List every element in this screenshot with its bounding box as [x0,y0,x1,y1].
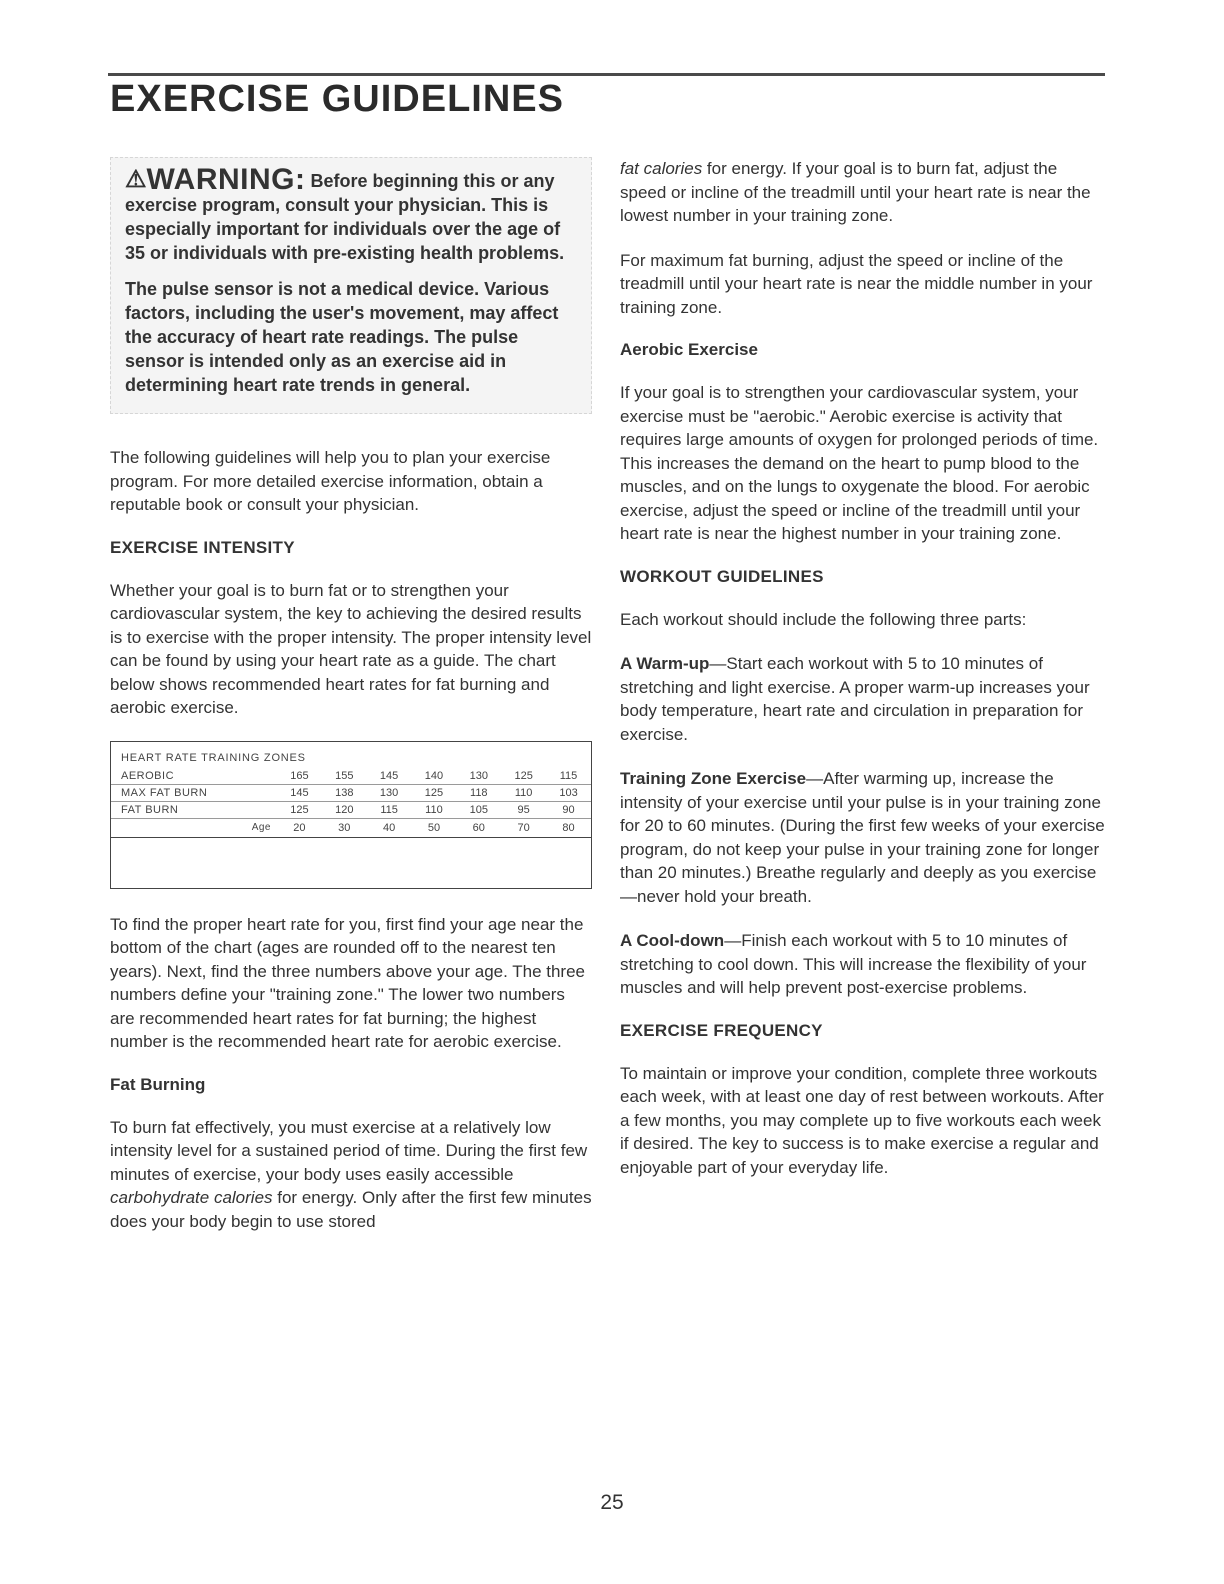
zone-row [111,784,591,801]
page-number: 25 [600,1491,624,1514]
workout-heading: WORKOUT GUIDELINES [620,566,824,586]
zone-value: 103 [546,784,591,801]
zone-value: 145 [367,768,412,785]
cooldown-text: —Finish each workout with 5 to 10 minutes of stretching to cool down. This will increase the flexibility of your muscles and will help prevent post-exercise problems. [620,931,1087,997]
warmup-paragraph [620,652,1108,746]
zone-value: 130 [367,784,412,801]
left-column [110,157,592,1254]
warning-triangle-icon: ⚠ [125,166,147,193]
fat-burning-text-c: for energy. If your goal is to burn fat, adjust the speed or incline of the treadmill until your heart rate is near the lowest number in your training zone. [620,159,1091,225]
age-value: 30 [322,818,367,837]
age-value: 50 [412,818,457,837]
training-zone-text: —After warming up, increase the intensity of your exercise until your pulse is in your training zone for 20 to 60 minutes. (During the first few weeks of your exercise program, do not keep your pulse in your training zone for longer than 20 minutes.) Breathe regularly and deeply as you exercise—never hold your breath. [620,769,1105,906]
warning-text-2: The pulse sensor is not a medical device. Various factors, including the user's movement, may affect the accuracy of heart rate readings. The pulse sensor is intended only as an exercise aid in determining heart rate trends in general. [125,279,559,395]
warning-heading: WARNING: [146,163,306,196]
intensity-paragraph-1: Whether your goal is to burn fat or to strengthen your cardiovascular system, the key to achieving the desired results is to exercise with the proper intensity. The proper intensity level can be found by using your heart rate as a guide. The chart below shows recommended heart rates for fat burning and aerobic exercise. [110,580,592,717]
frequency-paragraph: To maintain or improve your condition, complete three workouts each week, with at least one day of rest between workouts. After a few months, you may complete up to five workouts each week if desired. The key to success is to make exercise a regular and enjoyable part of your everyday life. [620,1063,1104,1177]
age-value: 60 [456,818,501,837]
zone-value: 140 [412,768,457,785]
fat-burning-paragraph-1 [110,1116,592,1234]
warmup-lead: A Warm-up [620,654,710,673]
zone-row [111,801,591,818]
age-value: 80 [546,818,591,837]
top-rule [108,73,1105,76]
zone-label: AEROBIC [111,768,277,785]
zone-value: 125 [412,784,457,801]
aerobic-paragraph: If your goal is to strengthen your cardiovascular system, your exercise must be "aerobic." Aerobic exercise is activity that requires large amounts of oxygen for prolonged periods of time. This increases the demand on the heart to pump blood to the muscles, and on the lungs to oxygenate the blood. For aerobic exercise, adjust the speed or incline of the treadmill until your heart rate is near the highest number in your training zone. [620,383,1099,543]
heart-rate-chart [110,741,592,889]
fat-burning-heading: Fat Burning [110,1074,206,1094]
zone-value: 125 [277,801,322,818]
fat-calories-term: fat calories [620,159,703,178]
zone-value: 120 [322,801,367,818]
fat-burning-text-a: To burn fat effectively, you must exercise at a relatively low intensity level for a sustained period of time. During the first few minutes of exercise, your body uses easily accessible [110,1117,588,1184]
age-value: 70 [501,818,546,837]
zone-value: 145 [277,784,322,801]
age-row [111,818,591,837]
age-value: 20 [277,818,322,837]
chart-title: HEART RATE TRAINING ZONES [121,751,306,764]
warmup-text: —Start each workout with 5 to 10 minutes of stretching and light exercise. A proper warm-up increases your body temperature, heart rate and circulation in preparation for exercise. [620,654,1090,744]
zone-label: FAT BURN [111,801,277,818]
fat-burning-continued [620,157,1108,228]
age-value: 40 [367,818,412,837]
warning-text-1: or any exercise program, consult your physician. This is especially important for individuals over the age of 35 or individuals with pre-existing health problems. [125,171,565,263]
age-label: Age [111,818,277,837]
zone-row [111,768,591,785]
cooldown-lead: A Cool-down [620,931,725,950]
zone-value: 115 [367,801,412,818]
aerobic-heading: Aerobic Exercise [620,340,758,359]
intensity-heading: EXERCISE INTENSITY [110,537,295,557]
zone-value: 95 [501,801,546,818]
zone-label: MAX FAT BURN [111,784,277,801]
workout-intro: Each workout should include the following three parts: [620,609,1027,629]
zone-value: 125 [501,768,546,785]
warning-paragraph-1 [125,163,573,265]
intensity-paragraph-2: To find the proper heart rate for you, first find your age near the bottom of the chart (ages are rounded off to the nearest ten years). Next, find the three numbers above your age. The three numbers define your "training zone." The lower two numbers are recommended heart rates for fat burning; the highest number is the recommended heart rate for aerobic exercise. [110,914,586,1051]
zone-value: 138 [322,784,367,801]
zone-value: 118 [456,784,501,801]
heart-rate-table [111,768,591,838]
zone-value: 130 [456,768,501,785]
zone-value: 105 [456,801,501,818]
zone-value: 90 [546,801,591,818]
zone-value: 110 [501,784,546,801]
warning-lead: Before beginning this [310,171,496,191]
fat-burning-text-b: for energy. Only after the first few minutes does your body begin to use stored [110,1188,592,1231]
zone-value: 115 [546,768,591,785]
zone-value: 165 [277,768,322,785]
zone-value: 155 [322,768,367,785]
frequency-heading: EXERCISE FREQUENCY [620,1020,823,1040]
right-column [620,157,1108,1200]
cooldown-paragraph [620,929,1108,1000]
warning-box [110,157,592,414]
intro-paragraph: The following guidelines will help you to plan your exercise program. For more detailed exercise information, obtain a reputable book or consult your physician. [110,448,551,514]
carbohydrate-calories-term: carbohydrate calories [110,1188,273,1207]
zone-value: 110 [412,801,457,818]
page-title: EXERCISE GUIDELINES [110,78,564,120]
training-zone-paragraph [620,767,1108,908]
fat-burning-paragraph-2: For maximum fat burning, adjust the speed or incline of the treadmill until your heart rate is near the middle number in your training zone. [620,250,1093,317]
training-zone-lead: Training Zone Exercise [620,769,807,788]
